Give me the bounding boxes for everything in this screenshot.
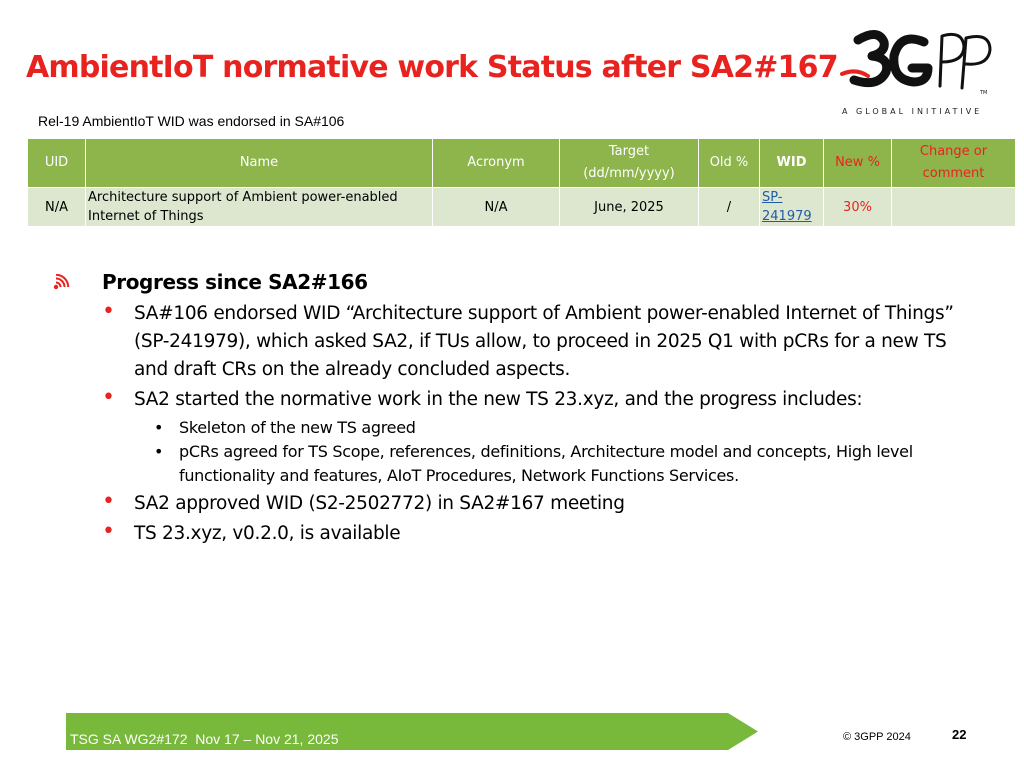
list-item [102,520,982,548]
header-change-line2: comment [922,166,985,181]
progress-list [102,300,982,550]
list-item [102,490,982,518]
header-uid: UID [28,139,86,188]
slide-title: AmbientIoT normative work Status after SA2#167 [26,50,838,85]
footer-copyright: © 3GPP 2024 [843,731,911,743]
progress-sublist [134,416,982,488]
header-acronym: Acronym [433,139,560,188]
sub-list-item: • Skeleton of the new TS agreed [134,416,982,440]
list-item-text: SA2 approved WID (S2-2502772) in SA2#167 meeting [134,493,625,514]
cell-change [892,188,1016,227]
wid-link-line1[interactable]: SP- [762,190,783,205]
wid-link-line2[interactable]: 241979 [762,209,812,224]
3gpp-logo-mark [838,26,998,106]
header-target-line2: (dd/mm/yyyy) [583,166,675,181]
cell-name: Architecture support of Ambient power-enabled Internet of Things [86,188,433,227]
cell-acronym: N/A [433,188,560,227]
cell-old-pct: / [699,188,760,227]
page-number: 22 [952,727,967,742]
header-target [560,139,699,188]
status-table [27,138,1016,227]
3gpp-logo [838,26,998,122]
cell-new-pct: 30% [824,188,892,227]
signal-bullet-icon [50,274,76,294]
list-item-text: TS 23.xyz, v0.2.0, is available [134,523,401,544]
table-row [28,188,1016,227]
header-wid: WID [760,139,824,188]
header-target-line1: Target [608,144,650,159]
wid-link[interactable] [762,190,812,224]
list-item [102,300,982,384]
logo-tagline: A GLOBAL INITIATIVE [842,107,983,116]
header-new-pct: New % [824,139,892,188]
slide-subtitle: Rel-19 AmbientIoT WID was endorsed in SA#106 [38,113,345,129]
table-header-row [28,139,1016,188]
header-old-pct: Old % [699,139,760,188]
header-name: Name [86,139,433,188]
progress-heading: Progress since SA2#166 [102,270,368,294]
cell-uid: N/A [28,188,86,227]
header-change [892,139,1016,188]
list-item [102,386,982,488]
sub-list-item: • pCRs agreed for TS Scope, references, definitions, Architecture model and concepts, High level functionality and features, AIoT Procedures, Network Functions Services. [134,440,982,488]
cell-wid [760,188,824,227]
header-change-line1: Change or [919,144,988,159]
list-item-text: SA2 started the normative work in the new TS 23.xyz, and the progress includes: [134,389,863,410]
trademark-mark: TM [980,90,988,96]
list-item-text: SA#106 endorsed WID “Architecture support of Ambient power-enabled Internet of Things” (SP-241979), which asked SA2, if TUs allow, to proceed in 2025 Q1 with pCRs for a new TS and draft CRs on the already concluded aspects. [134,303,954,380]
cell-target: June, 2025 [560,188,699,227]
footer-meeting: TSG SA WG2#172 Nov 17 – Nov 21, 2025 [70,731,339,747]
